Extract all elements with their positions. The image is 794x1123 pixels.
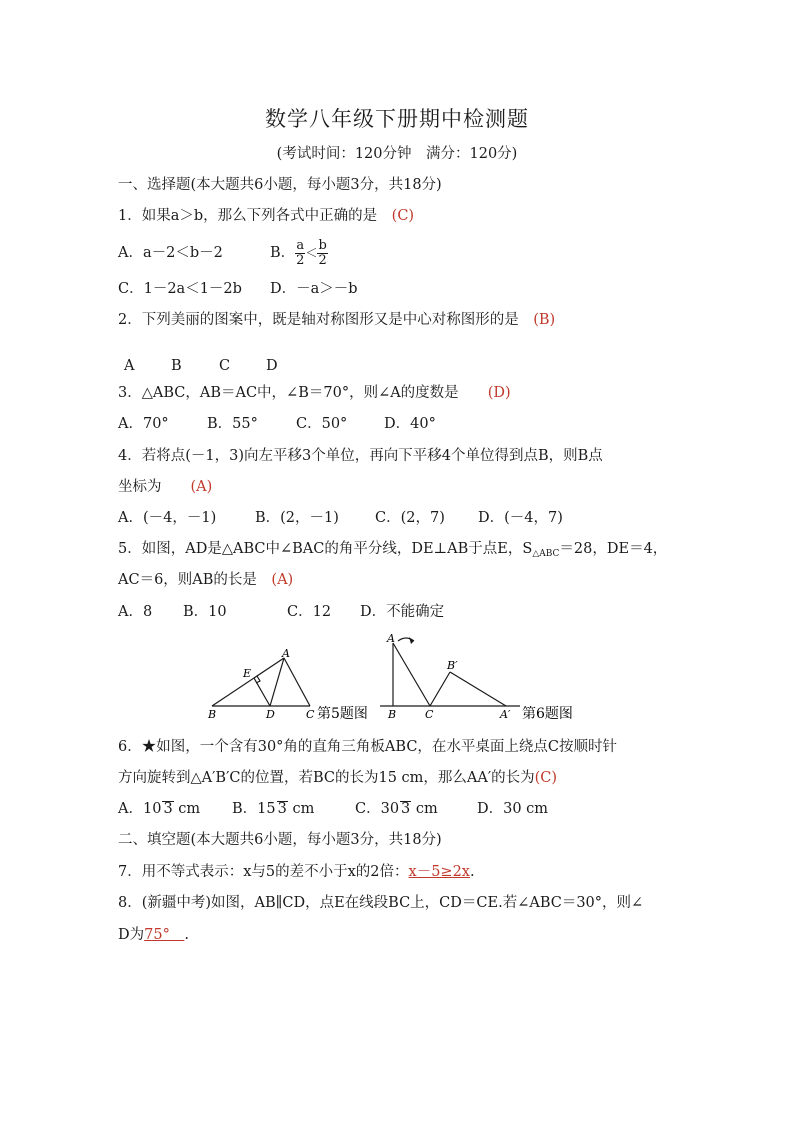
q6-option-c: C．30 3 cm [355, 801, 438, 817]
fig6-caption: 第6题图 [522, 706, 573, 722]
question-5-answer: (A) [271, 572, 294, 588]
q1-option-b: B． $\frac{a}{2}$ ＜ $\frac{b}{2}$ [270, 237, 327, 268]
figure-6 [380, 638, 520, 706]
page-title: 数学八年级下册期中检测题 [265, 107, 529, 131]
fig5-label-e: E [243, 667, 252, 680]
q5-option-d: D．不能确定 [360, 604, 445, 620]
question-6-line-1: 6．★如图，一个含有30°角的直角三角板ABC，在水平桌面上绕点C按顺时针 [118, 739, 618, 755]
fig5-label-d: D [266, 708, 275, 721]
segment-ba [212, 658, 284, 706]
question-5-line-2: AC＝6，则AB的长是 (A) [118, 572, 294, 588]
fig5-label-c: C [306, 708, 315, 721]
q5-option-c: C．12 [287, 604, 332, 620]
fig5-label-b: B [208, 708, 217, 721]
question-3-answer: (D) [487, 385, 511, 401]
fig6-label-bprime: B′ [447, 659, 458, 672]
q1-option-d: D．－a＞－b [270, 281, 358, 297]
q3-option-d: D．40° [384, 416, 436, 432]
fig6-label-a: A [387, 632, 395, 645]
fig6-label-c: C [425, 708, 434, 721]
section-heading-choice: 一、选择题(本大题共6小题，每小题3分，共18分) [118, 177, 442, 193]
fig6-label-aprime: A′ [500, 708, 511, 721]
q4-option-c: C．(2，7) [375, 510, 445, 526]
question-4-line-2: 坐标为 (A) [118, 479, 213, 495]
segment-ac [284, 658, 310, 706]
section-heading-fill: 二、填空题(本大题共6小题，每小题3分，共18分) [118, 832, 442, 848]
figure-q5-q6 [0, 625, 794, 725]
q2-label-b: B [171, 358, 182, 374]
question-8-line-1: 8．(新疆中考)如图，AB∥CD，点E在线段BC上，CD＝CE.若∠ABC＝30°，则∠ [118, 895, 644, 911]
figure-5 [212, 658, 310, 706]
segment-ac [393, 643, 430, 706]
q6-option-b: B．15 3 cm [232, 801, 315, 817]
q6-option-a: A．10 3 cm [118, 801, 201, 817]
exam-info: (考试时间：120分钟 满分：120分) [276, 146, 518, 162]
question-3 [118, 383, 511, 403]
q1-option-c: C．1－2a＜1－2b [118, 281, 242, 297]
q3-option-b: B．55° [207, 416, 258, 432]
question-8-answer: 75° [144, 927, 185, 943]
question-2-answer: (B) [533, 312, 556, 328]
q5-option-b: B．10 [183, 604, 227, 620]
question-7: 7．用不等式表示：x与5的差不小于x的2倍：x－5≥2x. [118, 864, 475, 880]
sqrt-symbol: 3 [277, 801, 287, 817]
question-3-stem: 3．△ABC，AB＝AC中，∠B＝70°，则∠A的度数是 [118, 385, 488, 401]
question-1-stem: 1．如果a＞b，那么下列各式中正确的是 [118, 208, 392, 224]
segment-ad [270, 658, 284, 706]
q4-option-d: D．(－4，7) [478, 510, 563, 526]
question-4-answer: (A) [190, 479, 213, 495]
question-5-line-1: 5．如图，AD是△ABC中∠BAC的角平分线，DE⊥AB于点E，$S_{\triangle ABC}=28$，DE＝4， [118, 541, 668, 559]
question-1 [118, 206, 414, 226]
fig6-label-b: B [388, 708, 397, 721]
q6-option-d: D．30 cm [477, 801, 549, 817]
q3-option-a: A．70° [118, 416, 169, 432]
sqrt-symbol: 3 [163, 801, 173, 817]
question-2-stem: 2．下列美丽的图案中，既是轴对称图形又是中心对称图形的是 [118, 312, 534, 328]
q5-option-a: A．8 [118, 604, 153, 620]
q4-option-a: A．(－4，－1) [118, 510, 217, 526]
fraction: $\frac{a}{2}$ [296, 237, 305, 268]
fig5-label-a: A [282, 647, 290, 660]
q2-label-c: C [219, 358, 231, 374]
rotation-arrow-icon [409, 637, 414, 644]
question-6-line-2: 方向旋转到△A′B′C的位置，若BC的长为15 cm，那么AA′的长为(C) [118, 770, 558, 786]
fraction: $\frac{b}{2}$ [318, 237, 327, 268]
sqrt-symbol: 3 [401, 801, 411, 817]
q2-label-a: A [124, 358, 135, 374]
question-1-answer: (C) [391, 208, 415, 224]
q1-option-a: A．a－2＜b－2 [118, 245, 223, 261]
question-8-line-2: D为75° . [118, 927, 189, 943]
q4-option-b: B．(2，－1) [255, 510, 339, 526]
segment-cbprime [430, 672, 450, 706]
q3-option-c: C．50° [296, 416, 348, 432]
segment-bprime-aprime [450, 672, 506, 706]
question-7-answer: x－5≥2x [408, 864, 470, 880]
question-6-answer: (C) [534, 770, 558, 786]
question-2 [118, 310, 555, 330]
question-4-line-1: 4．若将点(－1，3)向左平移3个单位，再向下平移4个单位得到点B，则B点 [118, 448, 603, 464]
fig5-caption: 第5题图 [317, 706, 368, 722]
q2-label-d: D [266, 358, 278, 374]
